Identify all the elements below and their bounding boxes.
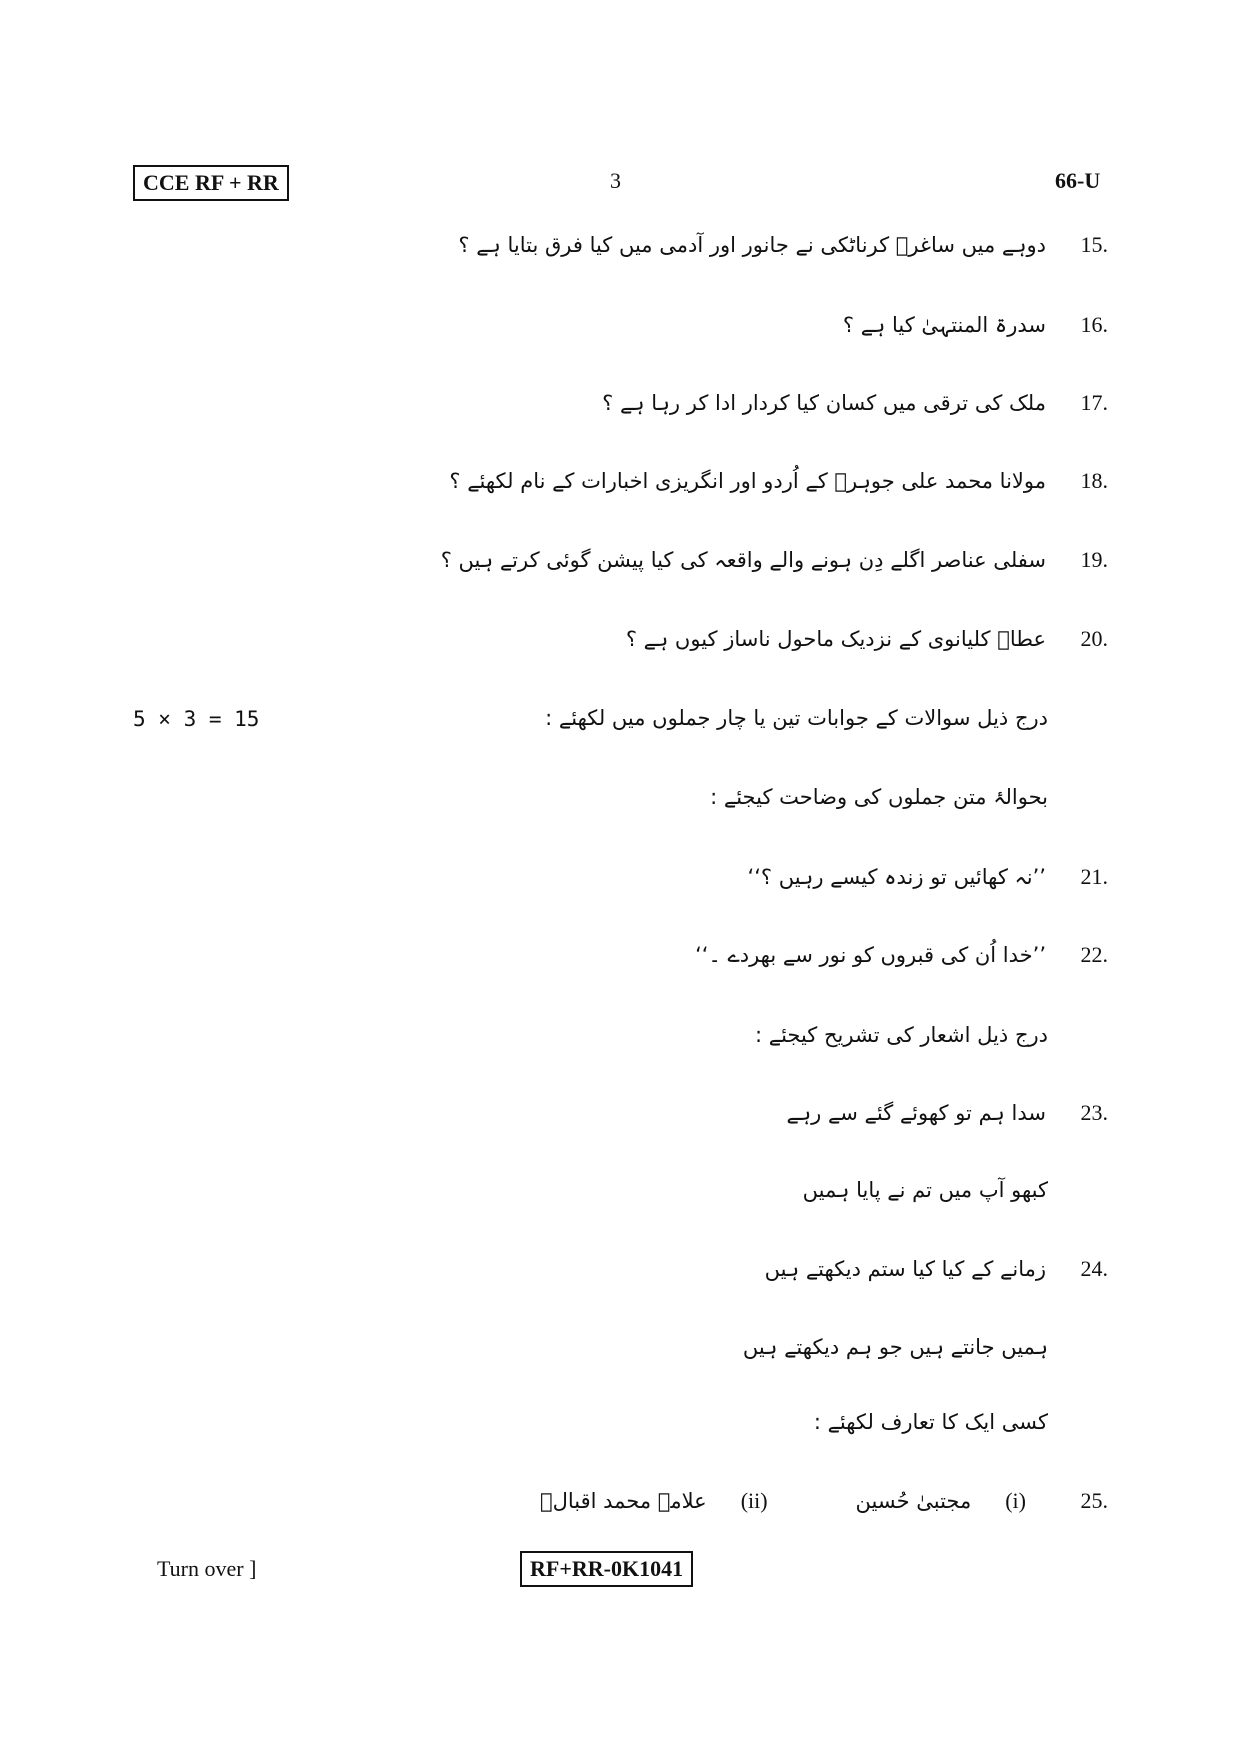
question-text: مولانا محمد علی جوہرؔ کے اُردو اور انگریزی اخبارات کے نام لکھئے ؟ [449, 469, 1046, 493]
question-15 [458, 220, 1108, 270]
question-16 [843, 300, 1108, 350]
question-24 [765, 1244, 1108, 1294]
question-number: 23. [1080, 1100, 1108, 1125]
question-number: 18. [1080, 468, 1108, 493]
question-22 [695, 930, 1108, 980]
paper-code-box: RF+RR-0K1041 [520, 1551, 693, 1587]
question-text: ’’نہ کھائیں تو زندہ کیسے رہیں ؟‘‘ [747, 865, 1046, 889]
question-20 [626, 614, 1108, 664]
question-25 [856, 1476, 1108, 1526]
page-number: 3 [610, 168, 621, 193]
question-number: 15. [1080, 232, 1108, 257]
question-text: دوہے میں ساغرؔ کرناٹکی نے جانور اور آدمی میں کیا فرق بتایا ہے ؟ [458, 233, 1046, 257]
question-number: 19. [1080, 547, 1108, 572]
poetry-instruction: درج ذیل اشعار کی تشریح کیجئے : [755, 1023, 1048, 1047]
option-name: علامہ محمد اقبالؔ [540, 1489, 707, 1513]
question-text: سدرۃ المنتہیٰ کیا ہے ؟ [842, 313, 1046, 337]
verse-line-2: کبھو آپ میں تم نے پایا ہمیں [802, 1178, 1048, 1202]
option-label: (i) [1005, 1488, 1026, 1513]
exam-code-box: CCE RF + RR [133, 165, 289, 201]
verse-line-1: زمانے کے کیا کیا ستم دیکھتے ہیں [764, 1257, 1046, 1281]
question-19 [441, 535, 1108, 585]
question-number: 17. [1080, 390, 1108, 415]
question-number: 21. [1080, 864, 1108, 889]
subject-code: 66-U [1055, 168, 1101, 193]
turn-over-text: Turn over ] [157, 1556, 257, 1581]
option-name: مجتبیٰ حُسین [855, 1489, 972, 1513]
question-number: 22. [1080, 942, 1108, 967]
question-number: 16. [1080, 312, 1108, 337]
question-23 [787, 1088, 1108, 1138]
section-instruction: درج ذیل سوالات کے جوابات تین یا چار جملوں میں لکھئے : [545, 706, 1048, 730]
question-text: سفلی عناصر اگلے دِن ہونے والے واقعہ کی کیا پیشن گوئی کرتے ہیں ؟ [440, 548, 1046, 572]
sub-instruction: بحوالۂ متن جملوں کی وضاحت کیجئے : [710, 785, 1048, 809]
question-number: 20. [1080, 626, 1108, 651]
verse-line-1: سدا ہم تو کھوئے گئے سے رہے [786, 1101, 1046, 1125]
section-marks: 5 × 3 = 15 [133, 707, 260, 731]
question-text: عطاؔ کلیانوی کے نزدیک ماحول ناساز کیوں ہے ؟ [625, 627, 1046, 651]
question-number: 24. [1080, 1256, 1108, 1281]
intro-instruction: کسی ایک کا تعارف لکھئے : [813, 1410, 1048, 1434]
option-label: (ii) [740, 1488, 768, 1513]
question-number: 25. [1080, 1488, 1108, 1513]
verse-line-2: ہمیں جانتے ہیں جو ہم دیکھتے ہیں [742, 1335, 1048, 1359]
question-18 [449, 456, 1108, 506]
question-25-option-ii [540, 1476, 768, 1526]
question-text: ملک کی ترقی میں کسان کیا کردار ادا کر رہا ہے ؟ [602, 391, 1046, 415]
question-text: ’’خدا اُن کی قبروں کو نور سے بھردے ۔‘‘ [695, 943, 1046, 967]
question-17 [602, 378, 1108, 428]
question-21 [748, 852, 1108, 902]
